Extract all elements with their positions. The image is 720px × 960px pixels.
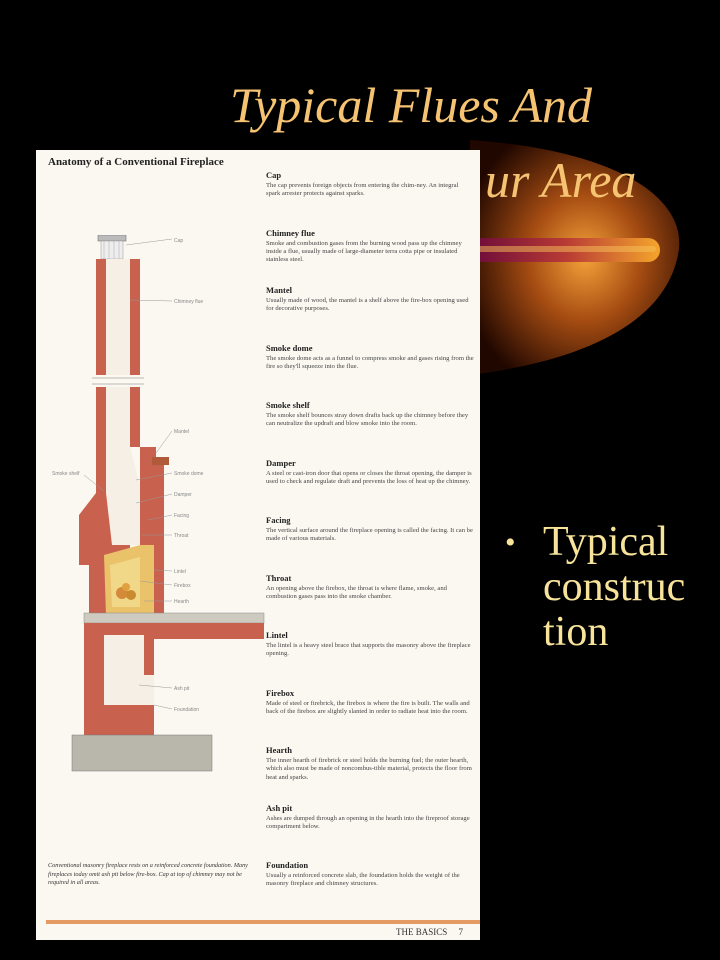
chimney-cap [98,235,126,241]
hearth [84,613,264,623]
glossary-term: Ash pit [266,802,293,813]
glossary-entry [266,458,474,516]
smoke-dome [106,447,140,545]
glossary-desc: The smoke shelf bounces stray down drafts back up the chimney before they can neutralize the updraft and blow smoke into the room. [266,412,469,428]
slide-title-line-2: ur Area [485,152,637,208]
foundation [72,735,212,771]
glossary-term: Lintel [266,630,288,640]
glossary-term: Cap [266,170,282,180]
diagram-label-chimney-flue: Chimney flue [174,299,204,305]
bullet-text: Typical construc tion [543,519,686,655]
glossary-term: Damper [266,457,296,468]
mantel [152,457,169,465]
glossary-desc: An opening above the firebox, the throat is where flame, smoke, and combustion gases pass into the smoke chamber. [266,584,447,600]
diagram-label-damper: Damper [174,492,192,498]
glossary-desc: Smoke and combustion gases from the burning wood pass up the chimney inside a flue, usually made of large-diameter terra cotta pipe or insulated stainless steel. [266,239,462,264]
glossary-entry [266,745,474,803]
glossary-desc: The lintel is a heavy steel brace that supports the masonry above the fireplace opening. [266,642,471,658]
diagram-label-hearth: Hearth [174,599,190,605]
glossary-term: Firebox [266,687,295,698]
page-number: 7 [458,927,464,937]
glossary-term: Smoke shelf [266,400,310,410]
diagram-label-cap: Cap [174,238,184,244]
diagram-label-firebox: Firebox [174,583,191,589]
spark-arrester [101,241,123,259]
glossary-desc: A steel or cast-iron door that opens or closes the throat opening, the damper is used to check and regulate draft and prevents the loss of heat up the chimney. [266,469,472,485]
glossary-term: Hearth [266,745,292,755]
diagram-label-ash-pit: Ash pit [174,686,190,692]
glossary-entry [266,343,474,401]
glossary-desc: Made of steel or firebrick, the firebox is where the fire is built. The walls and back of the firebox are slightly slanted in order to radiate heat into the room. [266,699,470,715]
glossary-entry [266,860,474,918]
glossary-column [266,170,474,918]
chimney-wall-right [130,259,140,379]
glossary-entry [266,573,474,631]
fireplace-figure-image [36,150,480,940]
glossary-entry [266,515,474,573]
diagram-label-lintel: Lintel [174,569,186,575]
glossary-desc: Usually made of wood, the mantel is a shelf above the fire-box opening used for decorative purposes. [266,297,469,313]
glossary-desc: The smoke dome acts as a funnel to compress smoke and gases rising from the fire so they'll squeeze into the flue. [266,354,474,370]
diagram-label-facing: Facing [174,513,190,519]
glossary-desc: The vertical surface around the fireplace opening is called the facing. It can be made of various materials. [266,527,473,543]
fireplace-diagram [44,235,269,840]
slide-title-line-1: Typical Flues And [230,77,592,133]
glossary-desc: Ashes are dumped through an opening in the hearth into the fireproof storage compartment below. [266,814,470,830]
chimney-flue-upper [106,259,130,379]
glossary-entry [266,803,474,861]
glossary-term: Facing [266,515,291,525]
glossary-entry [266,170,474,228]
figure-caption: Conventional masonry fireplace rests on a reinforced concrete foundation. Many fireplaces today omit ash pit below fire-box. Cap at top of chimney may not be required in all areas. [48,862,248,887]
diagram-label-mantel: Mantel [174,429,190,435]
glossary-entry [266,400,474,458]
glossary-desc: The inner hearth of firebrick or steel holds the burning fuel; the outer hearth, which also must be made of noncombus-tible material, protects the floor from heat and sparks. [266,757,472,781]
glossary-entry [266,228,474,286]
chimney-wall-left [96,259,106,379]
figure-title: Anatomy of a Conventional Fireplace [48,156,224,168]
glossary-entry [266,285,474,343]
glossary-term: Foundation [266,860,309,870]
glossary-entry [266,630,474,688]
glossary-term: Smoke dome [266,342,313,353]
diagram-label-smoke-shelf: Smoke shelf [52,471,80,477]
glossary-term: Chimney flue [266,227,315,238]
diagram-label-throat: Throat [174,533,189,539]
glossary-entry [266,688,474,746]
bullet-dot-icon: • [505,526,516,559]
glossary-term: Mantel [266,285,292,295]
page-footer [396,927,463,937]
footer-section-label: THE BASICS [396,927,448,937]
diagram-label-foundation: Foundation [174,707,200,713]
diagram-label-smoke-dome: Smoke dome [174,471,204,477]
glossary-term: Throat [266,572,292,583]
glossary-desc: The cap prevents foreign objects from entering the chim-ney. An integral spark arrester protects against sparks. [266,182,459,198]
glossary-desc: Usually a reinforced concrete slab, the foundation holds the weight of the masonry fireplace and chimney structures. [266,872,460,888]
footer-accent-line [46,920,480,924]
